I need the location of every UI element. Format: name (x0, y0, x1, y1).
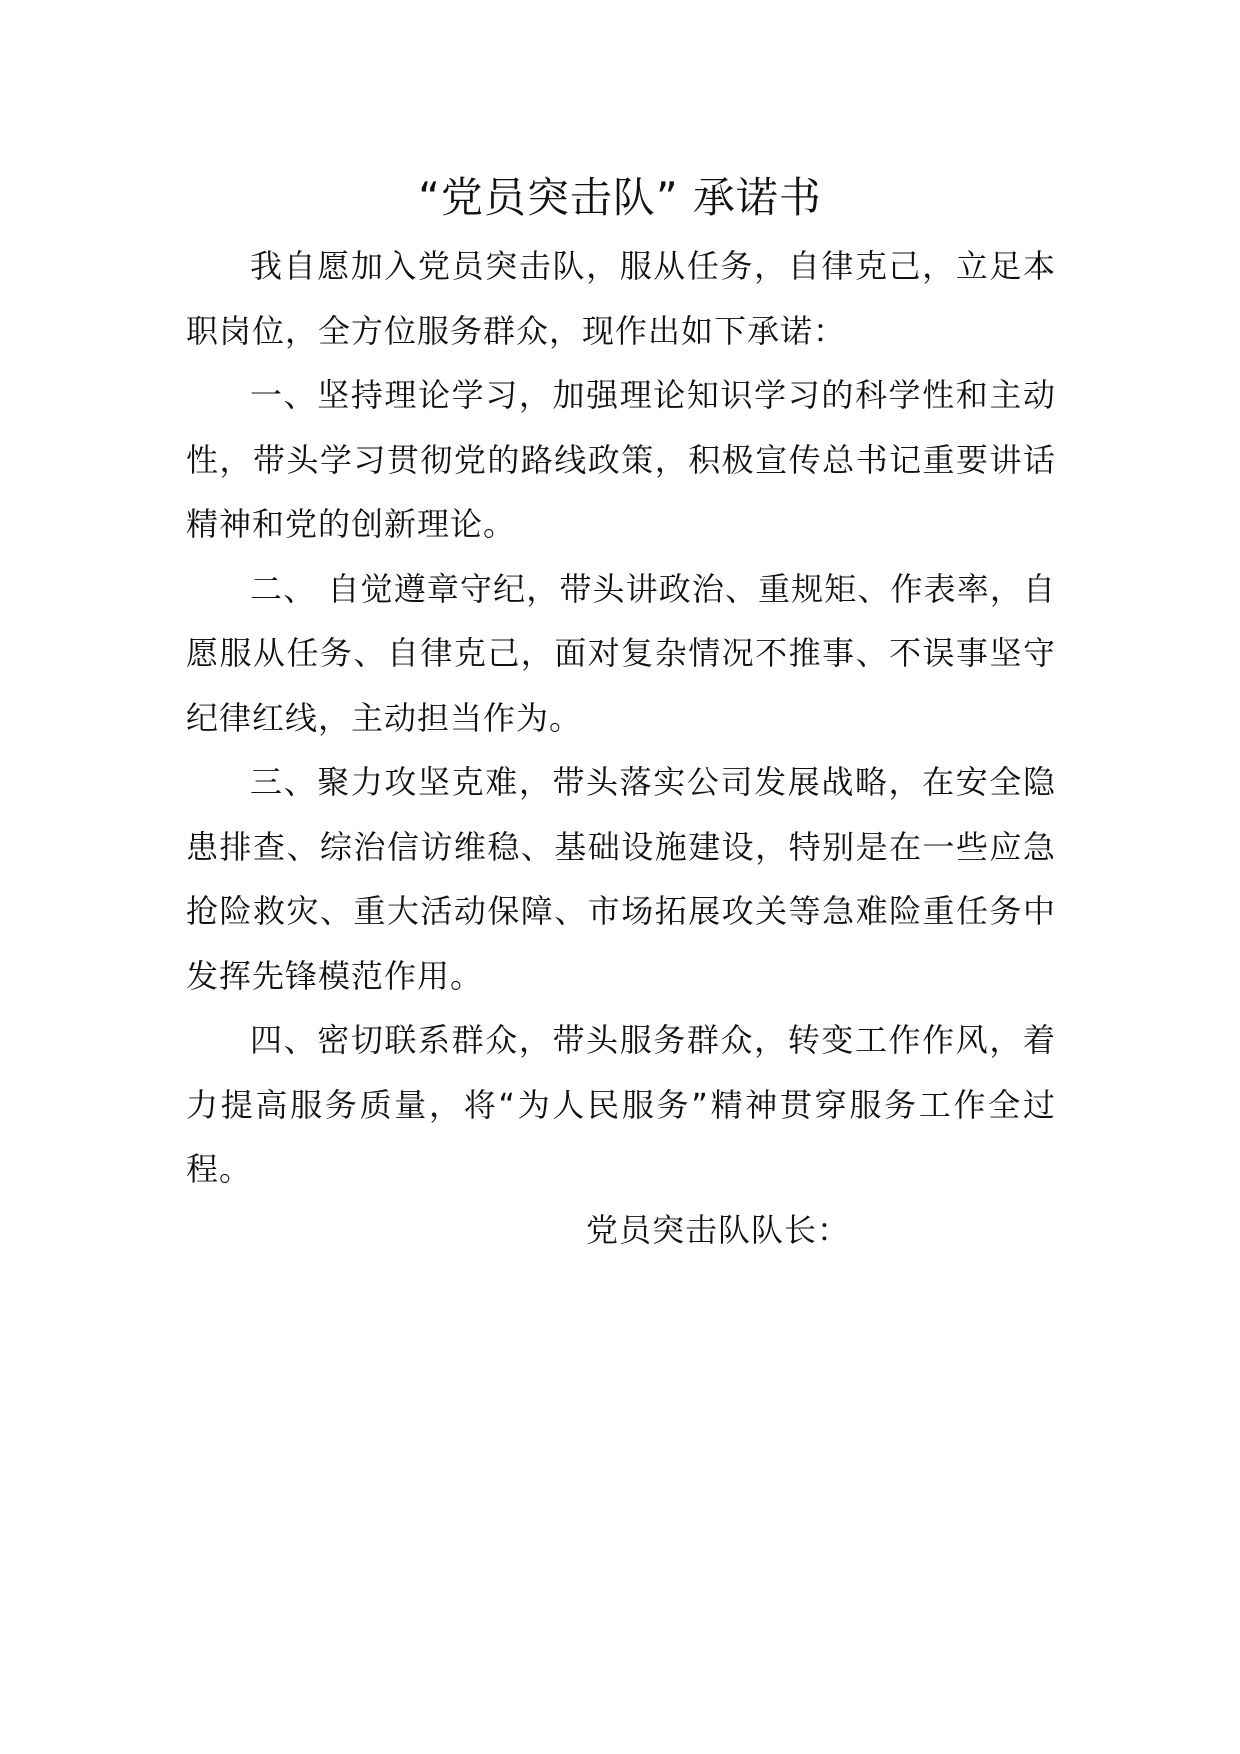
commitment-1: 一、坚持理论学习，加强理论知识学习的科学性和主动性，带头学习贯彻党的路线政策，积极宣传总书记重要讲话精神和党的创新理论。 (186, 376, 1056, 543)
commitment-2: 二、 自觉遵章守纪，带头讲政治、重规矩、作表率，自愿服从任务、自律克己，面对复杂情况不推事、不误事坚守纪律红线，主动担当作为。 (186, 569, 1056, 737)
commitment-3: 三、聚力攻坚克难，带头落实公司发展战略，在安全隐患排查、综治信访维稳、基础设施建设，特别是在一些应急抢险救灾、重大活动保障、市场拓展攻关等急难险重任务中发挥先锋模范作用。 (186, 763, 1056, 995)
signature-label: 党员突击队队长： (586, 1211, 851, 1249)
document-title: “党员突击队” 承诺书 (418, 173, 822, 222)
intro-paragraph: 我自愿加入党员突击队，服从任务，自律克己，立足本职岗位，全方位服务群众，现作出如下承诺： (186, 247, 1056, 350)
document-body (186, 234, 1056, 1202)
commitment-4: 四、密切联系群众，带头服务群众，转变工作作风，着力提高服务质量，将“为人民服务”精神贯穿服务工作全过程。 (186, 1021, 1056, 1188)
